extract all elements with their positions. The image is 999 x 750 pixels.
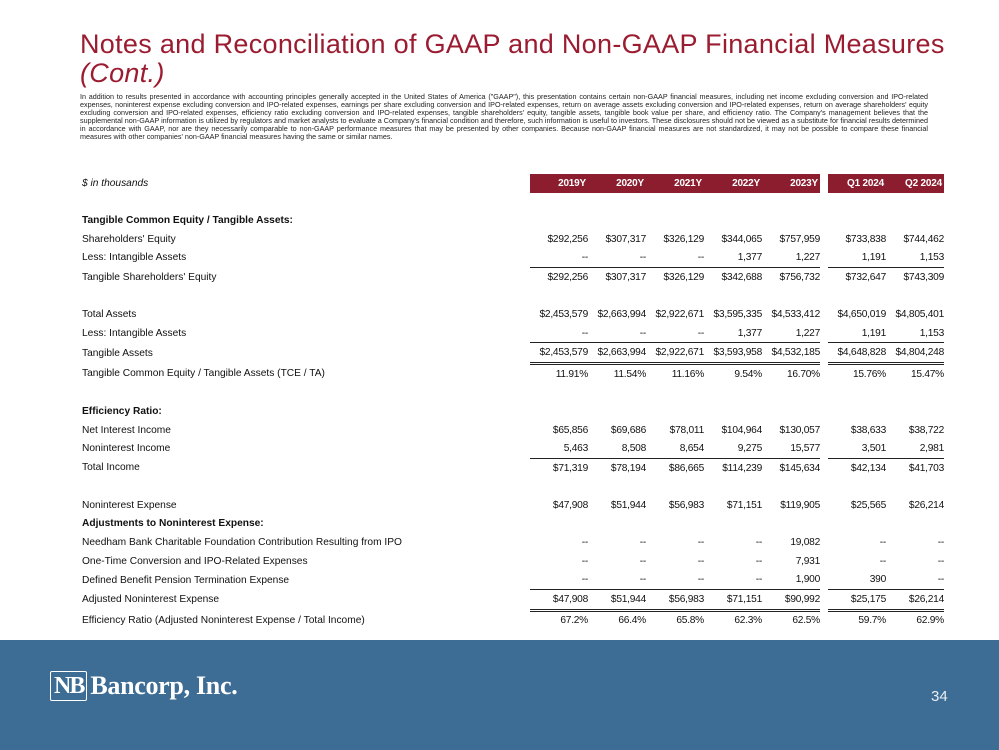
row-label: Needham Bank Charitable Foundation Contribution Resulting from IPO <box>82 537 402 549</box>
cell-value: 15,577 <box>762 439 820 458</box>
cell-value: $56,983 <box>668 499 704 511</box>
page-title-cont: (Cont.) <box>80 58 165 88</box>
col-header: Q1 2024 <box>828 174 886 193</box>
cell-value <box>886 402 944 421</box>
cell-value: $4,650,019 <box>837 308 886 320</box>
table-row <box>78 324 944 343</box>
cell-value: 9,275 <box>704 439 762 458</box>
cell-value: $78,011 <box>669 424 704 436</box>
row-label: Total Income <box>82 462 140 474</box>
table-row <box>78 305 944 324</box>
table-row <box>78 458 944 477</box>
row-label: Adjusted Noninterest Expense <box>82 594 220 606</box>
cell-value: 15.47% <box>910 368 944 380</box>
cell-value: $4,532,185 <box>762 343 820 364</box>
cell-value: $4,805,401 <box>895 308 944 320</box>
col-header: 2020Y <box>588 174 646 193</box>
row-label: Tangible Assets <box>82 347 153 359</box>
cell-value: $104,964 <box>721 424 762 436</box>
cell-value <box>588 515 646 534</box>
row-label: One-Time Conversion and IPO-Related Expenses <box>82 555 308 567</box>
row-spacer <box>78 193 944 212</box>
cell-value: 5,463 <box>530 439 588 458</box>
table-row <box>78 439 944 458</box>
cell-value: -- <box>646 324 704 343</box>
cell-value: $743,309 <box>903 271 944 283</box>
cell-value: $744,462 <box>903 233 944 245</box>
row-label: Defined Benefit Pension Termination Expense <box>82 574 290 586</box>
cell-value: -- <box>879 555 886 567</box>
cell-value: -- <box>581 537 588 549</box>
col-gap <box>820 610 828 630</box>
row-label: Total Assets <box>82 308 137 320</box>
cell-value: $78,194 <box>610 462 646 474</box>
col-gap <box>820 211 828 230</box>
col-gap <box>820 174 828 193</box>
table-header-row <box>78 174 944 193</box>
row-label: Efficiency Ratio (Adjusted Noninterest Expense / Total Income) <box>82 614 365 626</box>
cell-value <box>704 515 762 534</box>
row-label: Tangible Common Equity / Tangible Assets: <box>82 214 293 226</box>
col-gap <box>820 363 828 383</box>
table-row <box>78 230 944 249</box>
col-gap <box>820 496 828 515</box>
intro-paragraph: In addition to results presented in accordance with accounting principles generally accepted in the United States of America ("GAAP"), this presentation contains certain non-GAAP financial measures, including net income excluding conversion and IPO-related expenses, noninterest expense excluding conversion and IPO-related expenses, earnings per share excluding conversion and IPO-related expenses, return on average assets excluding conversion and IPO-related expenses, return on average shareholders' equity excluding conversion and IPO-related expenses, efficiency ratio excluding conversion and IPO-related expenses, tangible shareholders' equity, tangible assets, tangible book value per share, and efficiency ratio. The Company's management believes that the supplemental non-GAAP information is utilized by regulators and market analysts to evaluate a Company's financial condition and therefore, such information is useful to investors. These disclosures should not be viewed as a substitute for financial results determined in accordance with GAAP, nor are they necessarily comparable to non-GAAP performance measures that may be presented by other companies. Because non-GAAP financial measures are not standardized, it may not be possible to compare these financial measures with other companies' non-GAAP financial measures having the same or similar names. <box>80 92 928 141</box>
cell-value: 62.5% <box>792 615 820 627</box>
table-row <box>78 515 944 534</box>
cell-value <box>828 515 886 534</box>
col-header: 2019Y <box>530 174 588 193</box>
cell-value: $114,239 <box>722 462 762 474</box>
page-title-main: Notes and Reconciliation of GAAP and Non-GAAP Financial Measures <box>80 29 945 59</box>
cell-value: 16.70% <box>786 368 820 380</box>
table-row <box>78 570 944 589</box>
cell-value: $26,214 <box>908 499 944 511</box>
table-row <box>78 610 944 630</box>
logo-mark: NB <box>50 671 87 701</box>
cell-value: $51,944 <box>610 499 646 511</box>
cell-value: $756,732 <box>779 271 820 283</box>
cell-value: -- <box>581 555 588 567</box>
cell-value: -- <box>530 248 588 267</box>
cell-value: $2,663,994 <box>588 343 646 364</box>
table-row <box>78 211 944 230</box>
cell-value <box>762 402 820 421</box>
cell-value: $42,134 <box>850 462 886 474</box>
cell-value: 8,654 <box>646 439 704 458</box>
cell-value: $292,256 <box>547 233 588 245</box>
col-gap <box>820 267 828 286</box>
cell-value: -- <box>937 537 944 549</box>
cell-value: 15.76% <box>852 368 886 380</box>
col-header: Q2 2024 <box>886 174 944 193</box>
table-row <box>78 496 944 515</box>
unit-label: $ in thousands <box>82 177 149 189</box>
row-label: Less: Intangible Assets <box>82 327 187 339</box>
cell-value: $2,663,994 <box>597 308 646 320</box>
col-gap <box>820 421 828 440</box>
cell-value: 9.54% <box>734 368 762 380</box>
cell-value: -- <box>697 537 704 549</box>
cell-value: -- <box>530 570 588 589</box>
cell-value: $344,065 <box>721 233 762 245</box>
cell-value: 8,508 <box>588 439 646 458</box>
cell-value: $38,633 <box>850 424 886 436</box>
row-label: Noninterest Income <box>82 443 171 455</box>
cell-value <box>588 211 646 230</box>
cell-value: -- <box>755 537 762 549</box>
table-row <box>78 343 944 364</box>
cell-value: 11.54% <box>613 368 646 380</box>
cell-value: $2,922,671 <box>646 343 704 364</box>
cell-value <box>762 211 820 230</box>
cell-value <box>828 402 886 421</box>
cell-value: 65.8% <box>676 615 704 627</box>
cell-value: 66.4% <box>618 615 646 627</box>
col-gap <box>820 230 828 249</box>
row-label: Shareholders' Equity <box>82 233 176 245</box>
cell-value <box>762 515 820 534</box>
col-header: 2021Y <box>646 174 704 193</box>
col-gap <box>820 402 828 421</box>
cell-value: $326,129 <box>663 233 704 245</box>
cell-value: $3,595,335 <box>713 308 762 320</box>
cell-value: 67.2% <box>560 615 588 627</box>
cell-value: $2,453,579 <box>539 308 588 320</box>
row-label: Net Interest Income <box>82 424 171 436</box>
cell-value: $56,983 <box>646 590 704 611</box>
cell-value: 1,227 <box>762 248 820 267</box>
cell-value: 1,227 <box>762 324 820 343</box>
row-spacer <box>78 478 944 497</box>
cell-value: -- <box>530 324 588 343</box>
cell-value: -- <box>588 248 646 267</box>
cell-value: $757,959 <box>779 233 820 245</box>
cell-value: $130,057 <box>779 424 820 436</box>
cell-value: $25,175 <box>828 590 886 611</box>
cell-value: 390 <box>828 570 886 589</box>
cell-value: $307,317 <box>605 271 646 283</box>
cell-value: $3,593,958 <box>704 343 762 364</box>
cell-value: 2,981 <box>886 439 944 458</box>
cell-value: $4,648,828 <box>828 343 886 364</box>
table-row <box>78 552 944 571</box>
cell-value: -- <box>697 555 704 567</box>
company-logo <box>50 671 237 701</box>
table-row <box>78 421 944 440</box>
cell-value: $342,688 <box>721 271 762 283</box>
cell-value: $38,722 <box>908 424 944 436</box>
cell-value <box>828 211 886 230</box>
col-header: 2022Y <box>704 174 762 193</box>
cell-value: 1,153 <box>886 324 944 343</box>
cell-value: $86,665 <box>668 462 704 474</box>
cell-value: $2,453,579 <box>530 343 588 364</box>
cell-value: $71,151 <box>726 499 762 511</box>
cell-value: 3,501 <box>828 439 886 458</box>
cell-value: 62.3% <box>734 615 762 627</box>
table-row <box>78 248 944 267</box>
cell-value: 19,082 <box>790 537 820 549</box>
cell-value: $145,634 <box>779 462 820 474</box>
cell-value: $47,908 <box>530 590 588 611</box>
row-label: Noninterest Expense <box>82 499 177 511</box>
table-row <box>78 590 944 611</box>
cell-value: $733,838 <box>845 233 886 245</box>
row-spacer <box>78 287 944 306</box>
cell-value: $47,908 <box>552 499 588 511</box>
col-gap <box>820 552 828 571</box>
col-gap <box>820 439 828 458</box>
cell-value: $26,214 <box>886 590 944 611</box>
col-gap <box>820 590 828 611</box>
cell-value: $326,129 <box>663 271 704 283</box>
cell-value: $2,922,671 <box>655 308 704 320</box>
cell-value: 1,377 <box>704 324 762 343</box>
row-label: Tangible Common Equity / Tangible Assets (TCE / TA) <box>82 367 325 379</box>
row-label: Less: Intangible Assets <box>82 252 187 264</box>
cell-value: -- <box>588 570 646 589</box>
page-title <box>80 30 960 88</box>
cell-value <box>886 211 944 230</box>
cell-value: -- <box>646 570 704 589</box>
table-row <box>78 533 944 552</box>
table-row <box>78 402 944 421</box>
col-gap <box>820 458 828 477</box>
logo-name: Bancorp, Inc. <box>90 671 238 700</box>
cell-value: $4,533,412 <box>771 308 820 320</box>
cell-value: $307,317 <box>605 233 646 245</box>
cell-value <box>646 211 704 230</box>
cell-value <box>530 211 588 230</box>
cell-value <box>646 402 704 421</box>
col-gap <box>820 570 828 589</box>
col-gap <box>820 305 828 324</box>
cell-value: 11.16% <box>671 368 704 380</box>
table-row <box>78 267 944 286</box>
table-row <box>78 363 944 383</box>
cell-value: 1,900 <box>762 570 820 589</box>
cell-value: $4,804,248 <box>886 343 944 364</box>
row-label: Efficiency Ratio: <box>82 405 162 417</box>
cell-value: 59.7% <box>858 615 886 627</box>
col-gap <box>820 515 828 534</box>
cell-value: -- <box>937 555 944 567</box>
cell-value <box>704 402 762 421</box>
cell-value: 1,191 <box>828 324 886 343</box>
cell-value <box>588 402 646 421</box>
col-gap <box>820 343 828 364</box>
cell-value: 62.9% <box>916 615 944 627</box>
row-spacer <box>78 384 944 403</box>
page-number: 34 <box>931 688 948 705</box>
cell-value: -- <box>704 570 762 589</box>
col-gap <box>820 533 828 552</box>
cell-value: $51,944 <box>588 590 646 611</box>
cell-value <box>530 515 588 534</box>
cell-value: 1,191 <box>828 248 886 267</box>
cell-value: $292,256 <box>547 271 588 283</box>
cell-value: 7,931 <box>795 555 820 567</box>
cell-value: $119,905 <box>780 499 820 511</box>
col-gap <box>820 324 828 343</box>
cell-value <box>704 211 762 230</box>
cell-value: $90,992 <box>762 590 820 611</box>
cell-value: -- <box>588 324 646 343</box>
cell-value <box>886 515 944 534</box>
cell-value: -- <box>646 248 704 267</box>
row-label: Adjustments to Noninterest Expense: <box>82 518 264 530</box>
cell-value: $69,686 <box>610 424 646 436</box>
row-label: Tangible Shareholders' Equity <box>82 271 217 283</box>
cell-value <box>646 515 704 534</box>
cell-value: $65,856 <box>552 424 588 436</box>
cell-value: -- <box>886 570 944 589</box>
col-gap <box>820 248 828 267</box>
cell-value: -- <box>639 555 646 567</box>
cell-value: 1,377 <box>704 248 762 267</box>
cell-value: 1,153 <box>886 248 944 267</box>
cell-value: -- <box>755 555 762 567</box>
cell-value <box>530 402 588 421</box>
cell-value: $732,647 <box>845 271 886 283</box>
cell-value: $71,151 <box>704 590 762 611</box>
cell-value: $41,703 <box>908 462 944 474</box>
cell-value: 11.91% <box>555 368 588 380</box>
col-header: 2023Y <box>762 174 820 193</box>
cell-value: -- <box>639 537 646 549</box>
financial-table <box>78 174 944 630</box>
cell-value: -- <box>879 537 886 549</box>
cell-value: $71,319 <box>552 462 588 474</box>
cell-value: $25,565 <box>850 499 886 511</box>
